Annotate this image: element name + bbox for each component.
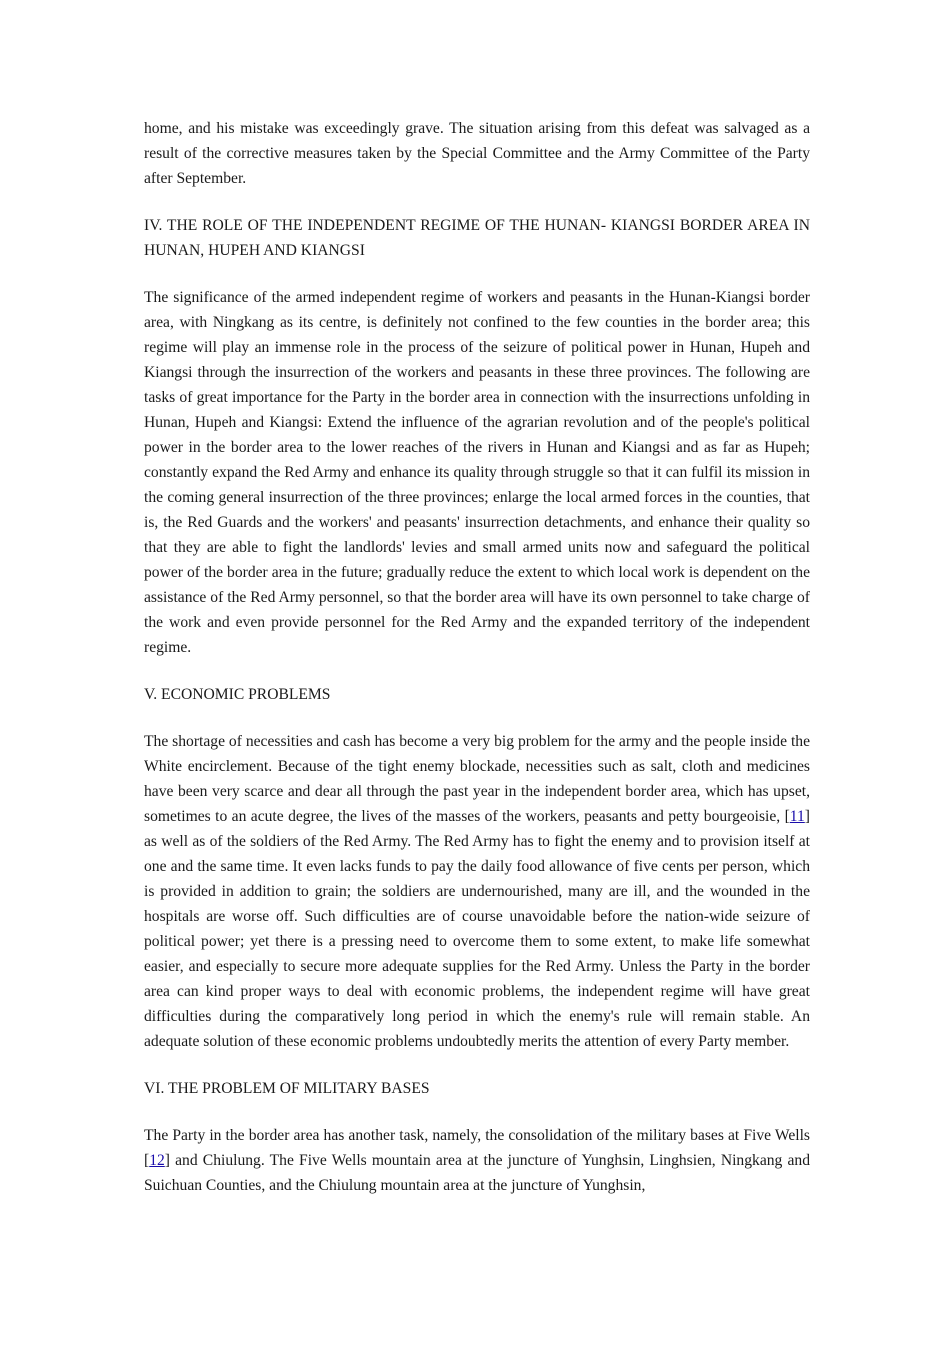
section-iv-body: The significance of the armed independent regime of workers and peasants in the Hunan-Kiangsi border area, with Ningkang as its centre, is definitely not confined to the few counties in the border area; this regime will play an immense role in the process of the seizure of political power in Hunan, Hupeh and Kiangsi through the insurrection of the workers and peasants in these three provinces. The following are tasks of great importance for the Party in the border area in connection with the insurrections unfolding in Hunan, Hupeh and Kiangsi: Extend the influence of the agrarian revolution and of the people's political power in the border area to the lower reaches of the rivers in Hunan and Kiangsi and as far as Hupeh; constantly expand the Red Army and enhance its quality through struggle so that it can fulfil its mission in the coming general insurrection of the three provinces; enlarge the local armed forces in the counties, that is, the Red Guards and the workers' and peasants' insurrection detachments, and enhance their quality so that they are able to fight the landlords' levies and small armed units now and safeguard the political power of the border area in the future; gradually reduce the extent to which local work is dependent on the assistance of the Red Army personnel, so that the border area will have its own personnel to take charge of the work and even provide personnel for the Red Army and the expanded territory of the independent regime. bbox=[144, 289, 810, 656]
intro-paragraph: home, and his mistake was exceedingly grave. The situation arising from this defeat was salvaged as a result of the corrective measures taken by the Special Committee and the Army Committee of the Party after September. bbox=[144, 120, 810, 187]
section-v-text-1: The shortage of necessities and cash has become a very big problem for the army and the people inside the White encirclement. Because of the tight enemy blockade, necessities such as salt, cloth and medicines have been very scarce and dear all through the past year in the independent border area, which has upset, sometimes to an acute degree, the lives of the masses of the workers, peasants and petty bourgeoisie, [ bbox=[144, 733, 810, 825]
section-vi-text-1: The Party in the border area has another task, namely, the consolidation of the military bases at Five Wells [ bbox=[144, 1127, 810, 1169]
footnote-link-12[interactable]: 12 bbox=[149, 1152, 165, 1169]
section-vi-text-2: ] and Chiulung. The Five Wells mountain area at the juncture of Yunghsin, Linghsien, Ningkang and Suichuan Counties, and the Chiulung mountain area at the juncture of Yunghsin, bbox=[144, 1152, 810, 1194]
section-vi-heading: VI. THE PROBLEM OF MILITARY BASES bbox=[144, 1080, 430, 1097]
document-page bbox=[144, 116, 810, 1198]
section-vi-body bbox=[144, 1123, 810, 1198]
footnote-link-11[interactable]: 11 bbox=[789, 808, 805, 825]
section-v-heading: V. ECONOMIC PROBLEMS bbox=[144, 686, 331, 703]
section-iv-heading: IV. THE ROLE OF THE INDEPENDENT REGIME OF THE HUNAN- KIANGSI BORDER AREA IN HUNAN, HUPEH AND KIANGSI bbox=[144, 217, 810, 259]
section-v-text-2: ] as well as of the soldiers of the Red Army. The Red Army has to fight the enemy and to provision itself at one and the same time. It even lacks funds to pay the daily food allowance of five cents per person, which is provided in addition to grain; the soldiers are undernourished, many are ill, and the wounded in the hospitals are worse off. Such difficulties are of course unavoidable before the nation-wide seizure of political power; yet there is a pressing need to overcome them to some extent, to make life somewhat easier, and especially to secure more adequate supplies for the Red Army. Unless the Party in the border area can kind proper ways to deal with economic problems, the independent regime will have great difficulties during the comparatively long period in which the enemy's rule will remain stable. An adequate solution of these economic problems undoubtedly merits the attention of every Party member. bbox=[144, 808, 810, 1050]
section-v-body bbox=[144, 729, 810, 1054]
